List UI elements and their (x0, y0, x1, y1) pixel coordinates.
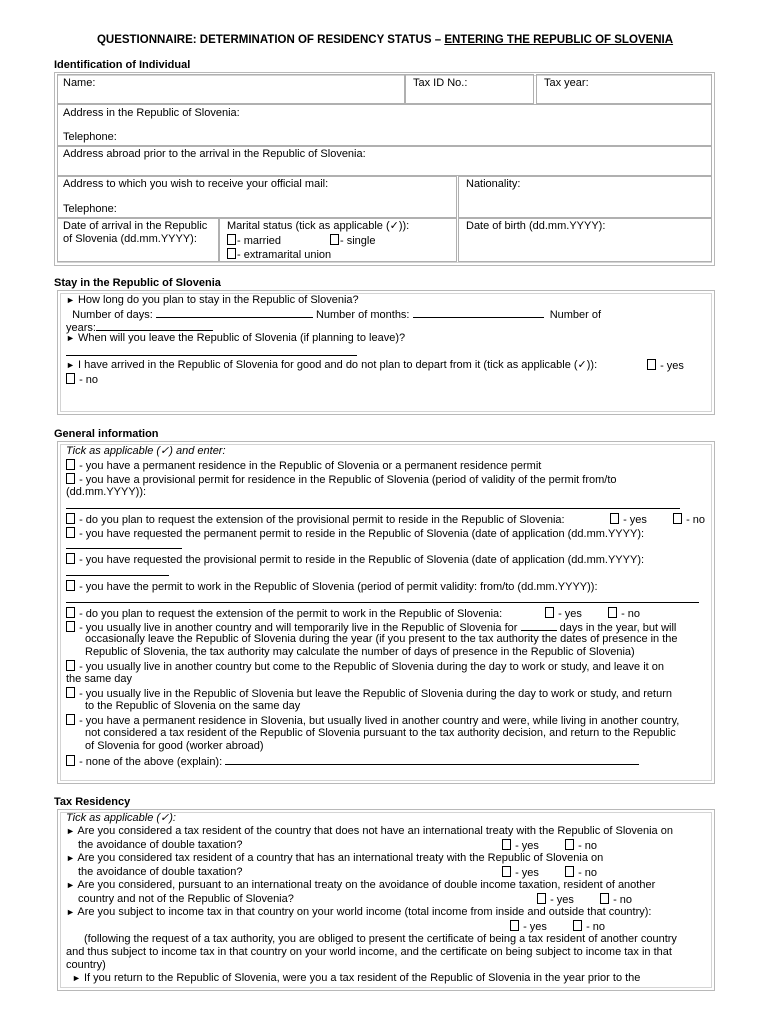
tax-intro: Tick as applicable (✓): (66, 812, 176, 824)
stay-q1-label: How long do you plan to stay in the Republic of Slovenia? (77, 294, 359, 306)
months-label: Number of months: (315, 309, 410, 321)
single-option[interactable] (330, 234, 375, 249)
tax-q4-label: Are you subject to income tax in that country on your world income (total income from inside and outside that country): (77, 906, 652, 918)
general-item-10-label: - you usually live in the Republic of Slovenia but leave the Republic of Slovenia during the day to work or study, and return (79, 688, 672, 700)
general-item-5-label: - you have requested the provisional permit to reside in the Republic of Slovenia (date of application (dd.mm.YYYY): (79, 554, 645, 566)
arrow-right-icon: ► (66, 295, 75, 305)
tax-heading: Tax Residency (54, 796, 131, 808)
checkbox[interactable] (608, 607, 617, 618)
years-label-a: Number of (549, 309, 602, 321)
tax-year-label: Tax year: (544, 77, 589, 89)
checkbox[interactable] (647, 359, 656, 370)
work-permit-period-input[interactable] (66, 602, 699, 603)
name-label: Name: (63, 77, 96, 89)
permit-period-input[interactable] (66, 508, 680, 509)
married-option[interactable] (227, 234, 281, 249)
permanent-application-date-input[interactable] (66, 548, 182, 549)
general-item-9b: the same day (66, 673, 133, 685)
nationality-label: Nationality: (466, 178, 521, 190)
tax-q1 (66, 825, 673, 839)
stay-q3 (66, 359, 597, 373)
page-title (0, 34, 770, 48)
yes-label: - yes (515, 840, 539, 852)
general-item-11b: not considered a tax resident of the Republic of Slovenia pursuant to the tax authority decision, and return to the Republic (85, 727, 676, 739)
tax-q3-label: Are you considered, pursuant to an international treaty on the avoidance of double income taxation, resident of another (77, 879, 656, 891)
yes-label: - yes (623, 514, 647, 526)
stay-heading: Stay in the Republic of Slovenia (54, 277, 221, 289)
checkbox[interactable] (510, 920, 519, 931)
stay-q2 (66, 332, 405, 346)
title-main: QUESTIONNAIRE: DETERMINATION OF RESIDENCY STATUS – (96, 34, 445, 46)
general-item-11c: of Slovenia for good (worker abroad) (85, 740, 264, 752)
name-field[interactable] (57, 74, 405, 104)
yes-label: - yes (523, 921, 547, 933)
general-item-8c: occasionally leave the Republic of Slovenia during the year (if you present to the tax authority the dates of presence in the (85, 633, 678, 645)
general-item-6[interactable] (66, 580, 598, 595)
tax-id-label: Tax ID No.: (413, 77, 468, 89)
checkbox[interactable] (330, 234, 339, 245)
identification-heading: Identification of Individual (54, 59, 191, 71)
years-input[interactable] (96, 320, 213, 331)
tax-note-b: and thus subject to income tax in that country on your world income, and the certificate on being subject to income tax in that (66, 946, 672, 958)
checkbox[interactable] (66, 553, 75, 564)
tax-note-c: country) (66, 959, 106, 971)
checkbox[interactable] (66, 527, 75, 538)
tax-q2b: the avoidance of double taxation? (78, 866, 243, 878)
general-item-2-label: - you have a provisional permit for residence in the Republic of Slovenia (period of validity of the permit from/to (79, 474, 617, 486)
general-item-12[interactable] (66, 754, 639, 770)
stay-no-option[interactable] (66, 373, 98, 388)
arrow-right-icon: ► (66, 907, 75, 917)
days-input[interactable] (521, 620, 557, 631)
arrow-right-icon: ► (72, 973, 81, 983)
checkbox[interactable] (66, 660, 75, 671)
tax-q3 (66, 879, 655, 893)
checkbox[interactable] (66, 755, 75, 766)
telephone2-label: Telephone: (63, 203, 117, 215)
checkbox[interactable] (545, 607, 554, 618)
no-label: - no (621, 608, 641, 620)
address-abroad-label: Address abroad prior to the arrival in the Republic of Slovenia: (63, 148, 366, 160)
general-item-11-label: - you have a permanent residence in Slovenia, but usually lived in another country and were, while living in another country, (79, 715, 680, 727)
no-label: - no (686, 514, 706, 526)
tax-q5 (72, 972, 640, 986)
checkbox[interactable] (565, 866, 574, 877)
tax-q5-label: If you return to the Republic of Slovenia, were you a tax resident of the Republic of Slovenia in the year prior to the (83, 972, 641, 984)
address-mail-label: Address to which you wish to receive your official mail: (63, 178, 329, 190)
checkbox[interactable] (66, 687, 75, 698)
tax-q2 (66, 852, 603, 866)
title-underlined: ENTERING THE REPUBLIC OF SLOVENIA (444, 34, 674, 46)
general-item-8-label: - you usually live in another country and will temporarily live in the Republic of Slovenia for (79, 622, 518, 634)
yes-label: - yes (660, 360, 684, 372)
checkbox[interactable] (502, 839, 511, 850)
general-item-7-label: - do you plan to request the extension of the permit to work in the Republic of Slovenia: (79, 608, 503, 620)
checkbox[interactable] (600, 893, 609, 904)
general-item-6-label: - you have the permit to work in the Republic of Slovenia (period of permit validity: from/to (dd.mm.YYYY)): (79, 581, 598, 593)
tax-q4 (66, 906, 652, 920)
married-label: - married (237, 235, 282, 247)
arrow-right-icon: ► (66, 853, 75, 863)
explain-input[interactable] (225, 754, 639, 765)
tax-note-a: (following the request of a tax authority, you are obliged to present the certificate of being a tax resident of another country (84, 933, 677, 945)
general-intro: Tick as applicable (✓) and enter: (66, 445, 226, 457)
stay-q2-label: When will you leave the Republic of Slovenia (if planning to leave)? (77, 332, 406, 344)
arrow-right-icon: ► (66, 880, 75, 890)
general-item-3[interactable] (66, 513, 565, 528)
general-item-8d: Republic of Slovenia, the tax authority may calculate the number of days of presence in the Republic of Slovenia) (85, 646, 635, 658)
general-item-4[interactable] (66, 527, 644, 542)
extramarital-option[interactable] (227, 248, 331, 263)
checkbox[interactable] (66, 473, 75, 484)
no-label: - no (578, 867, 598, 879)
general-item-3-label: - do you plan to request the extension of the provisional permit to reside in the Republic of Slovenia: (79, 514, 565, 526)
checkbox[interactable] (66, 607, 75, 618)
general-item-10b: to the Republic of Slovenia on the same day (85, 700, 301, 712)
dob-label: Date of birth (dd.mm.YYYY): (466, 220, 606, 232)
yes-label: - yes (550, 894, 574, 906)
no-label: - no (613, 894, 633, 906)
no-label: - no (79, 374, 99, 386)
checkbox[interactable] (573, 920, 582, 931)
days-label: Number of days: (72, 309, 153, 321)
checkbox[interactable] (227, 248, 236, 259)
checkbox[interactable] (66, 373, 75, 384)
checkbox[interactable] (227, 234, 236, 245)
months-input[interactable] (413, 307, 544, 318)
checkbox[interactable] (673, 513, 682, 524)
general-heading: General information (54, 428, 159, 440)
checkbox[interactable] (66, 459, 75, 470)
general-item-12-label: - none of the above (explain): (79, 756, 223, 768)
date-arrival-label-2: of Slovenia (dd.mm.YYYY): (63, 233, 197, 245)
general-item-3-yes[interactable] (610, 513, 647, 528)
no-label: - no (578, 840, 598, 852)
general-item-4-label: - you have requested the permanent permit to reside in the Republic of Slovenia (date of application (dd.mm.YYYY): (79, 528, 645, 540)
checkbox[interactable] (66, 621, 75, 632)
general-item-5[interactable] (66, 553, 644, 568)
marital-label: Marital status (tick as applicable (✓)): (227, 220, 410, 232)
tax-q2-label: Are you considered tax resident of a country that has an international treaty with the Republic of Slovenia on (77, 852, 604, 864)
general-item-9-label: - you usually live in another country but come to the Republic of Slovenia during the day to work or study, and leave it on (79, 661, 665, 673)
stay-yes-option[interactable] (647, 359, 684, 374)
general-item-1[interactable] (66, 459, 541, 474)
tax-q3b: country and not of the Republic of Slovenia? (78, 893, 294, 905)
tax-q1b: the avoidance of double taxation? (78, 839, 243, 851)
tax-q1-label: Are you considered a tax resident of the country that does not have an international treaty with the Republic of Slovenia on (77, 825, 673, 837)
arrow-right-icon: ► (66, 826, 75, 836)
no-label: - no (586, 921, 606, 933)
checkbox[interactable] (66, 513, 75, 524)
telephone-label: Telephone: (63, 131, 117, 143)
checkbox[interactable] (66, 580, 75, 591)
general-item-3-no[interactable] (673, 513, 705, 528)
general-item-2[interactable] (66, 473, 617, 488)
provisional-application-date-input[interactable] (66, 575, 169, 576)
address-si-label: Address in the Republic of Slovenia: (63, 107, 240, 119)
checkbox[interactable] (537, 893, 546, 904)
checkbox[interactable] (610, 513, 619, 524)
yes-label: - yes (558, 608, 582, 620)
stay-q1 (66, 294, 359, 308)
general-item-2b: (dd.mm.YYYY)): (66, 486, 147, 498)
stay-q3-label: I have arrived in the Republic of Slovenia for good and do not plan to depart from it (tick as applicable (✓)): (77, 359, 598, 371)
single-label: - single (340, 235, 376, 247)
extramarital-label: - extramarital union (237, 249, 332, 261)
general-item-9[interactable] (66, 660, 664, 675)
yes-label: - yes (515, 867, 539, 879)
years-label-b: years: (66, 322, 96, 334)
general-item-8b-label: days in the year, but will (559, 622, 677, 634)
arrow-right-icon: ► (66, 333, 75, 343)
days-input[interactable] (156, 307, 313, 318)
general-item-1-label: - you have a permanent residence in the Republic of Slovenia or a permanent residence permit (79, 460, 542, 472)
leave-date-input[interactable] (66, 355, 357, 356)
checkbox[interactable] (502, 866, 511, 877)
arrow-right-icon: ► (66, 360, 75, 370)
checkbox[interactable] (565, 839, 574, 850)
checkbox[interactable] (66, 714, 75, 725)
date-arrival-label-1: Date of arrival in the Republic (63, 220, 208, 232)
